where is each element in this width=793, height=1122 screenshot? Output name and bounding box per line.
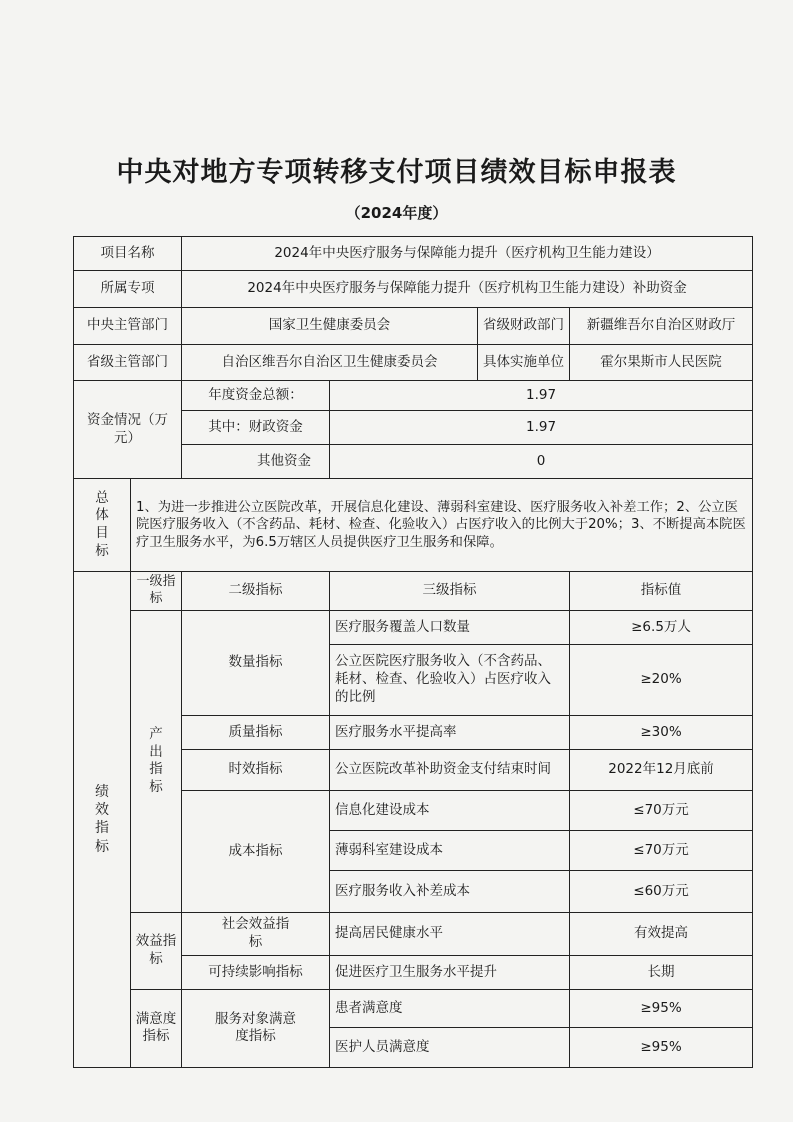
social-label: 社会效益指标: [182, 912, 330, 955]
output-value-5: ≤70万元: [570, 830, 753, 870]
output-l3-0: 医疗服务覆盖人口数量: [330, 610, 570, 644]
header-level1: 一级指标: [131, 572, 182, 611]
prov-finance-label: 省级财政部门: [478, 308, 570, 345]
page-title: 中央对地方专项转移支付项目绩效目标申报表: [116, 157, 677, 188]
funds-other-value: 0: [330, 445, 753, 479]
benefit-l3-1: 促进医疗卫生服务水平提升: [330, 955, 570, 989]
central-dept-label: 中央主管部门: [74, 308, 182, 345]
fiscal-year: （2024年度）: [345, 204, 448, 222]
prov-finance-value: 新疆维吾尔自治区财政厅: [570, 308, 753, 345]
special-value: 2024年中央医疗服务与保障能力提升（医疗机构卫生能力建设）补助资金: [182, 271, 753, 308]
output-value-6: ≤60万元: [570, 870, 753, 912]
output-l3-4: 信息化建设成本: [330, 790, 570, 830]
satisfaction-value-0: ≥95%: [570, 989, 753, 1027]
funds-other-label: 其他资金: [182, 445, 330, 479]
benefit-value-0: 有效提高: [570, 912, 753, 955]
project-name-value: 2024年中央医疗服务与保障能力提升（医疗机构卫生能力建设）: [182, 237, 753, 271]
output-value-2: ≥30%: [570, 715, 753, 749]
prov-dept-label: 省级主管部门: [74, 345, 182, 381]
output-l3-2: 医疗服务水平提高率: [330, 715, 570, 749]
quantity-label: 数量指标: [182, 610, 330, 715]
quality-label: 质量指标: [182, 715, 330, 749]
goal-text: 1、为进一步推进公立医院改革，开展信息化建设、薄弱科室建设、医疗服务收入补差工作；2、公立医院医疗服务收入（不含药品、耗材、检查、化验收入）占医疗收入的比例大于20%；3、不断提高本院医疗卫生服务水平，为6.5万辖区人员提供医疗卫生服务和保障。: [131, 479, 753, 572]
output-value-1: ≥20%: [570, 644, 753, 715]
output-label: 产出指标: [131, 610, 182, 912]
satisfaction-value-1: ≥95%: [570, 1027, 753, 1067]
declaration-form: [73, 236, 753, 1068]
output-value-0: ≥6.5万人: [570, 610, 753, 644]
sustain-label: 可持续影响指标: [182, 955, 330, 989]
output-l3-3: 公立医院改革补助资金支付结束时间: [330, 749, 570, 790]
goal-label: 总体目标: [74, 479, 131, 572]
central-dept-value: 国家卫生健康委员会: [182, 308, 478, 345]
timeliness-label: 时效指标: [182, 749, 330, 790]
output-value-4: ≤70万元: [570, 790, 753, 830]
cost-label: 成本指标: [182, 790, 330, 912]
satisfaction-l3-1: 医护人员满意度: [330, 1027, 570, 1067]
benefit-value-1: 长期: [570, 955, 753, 989]
benefit-label: 效益指标: [131, 912, 182, 989]
impl-unit-label: 具体实施单位: [478, 345, 570, 381]
funds-fiscal-label: 其中：财政资金: [182, 411, 330, 445]
special-label: 所属专项: [74, 271, 182, 308]
header-level3: 三级指标: [330, 572, 570, 611]
funds-fiscal-value: 1.97: [330, 411, 753, 445]
funds-total-value: 1.97: [330, 381, 753, 411]
output-l3-6: 医疗服务收入补差成本: [330, 870, 570, 912]
output-l3-5: 薄弱科室建设成本: [330, 830, 570, 870]
service-target-label: 服务对象满意度指标: [182, 989, 330, 1067]
satisfaction-l3-0: 患者满意度: [330, 989, 570, 1027]
project-name-label: 项目名称: [74, 237, 182, 271]
prov-dept-value: 自治区维吾尔自治区卫生健康委员会: [182, 345, 478, 381]
output-l3-1: 公立医院医疗服务收入（不含药品、耗材、检查、化验收入）占医疗收入的比例: [330, 644, 570, 715]
header-value: 指标值: [570, 572, 753, 611]
funds-label: 资金情况（万元）: [74, 381, 182, 479]
impl-unit-value: 霍尔果斯市人民医院: [570, 345, 753, 381]
perf-label: 绩效指标: [74, 572, 131, 1068]
header-level2: 二级指标: [182, 572, 330, 611]
output-value-3: 2022年12月底前: [570, 749, 753, 790]
satisfaction-label: 满意度指标: [131, 989, 182, 1067]
funds-total-label: 年度资金总额：: [182, 381, 330, 411]
benefit-l3-0: 提高居民健康水平: [330, 912, 570, 955]
